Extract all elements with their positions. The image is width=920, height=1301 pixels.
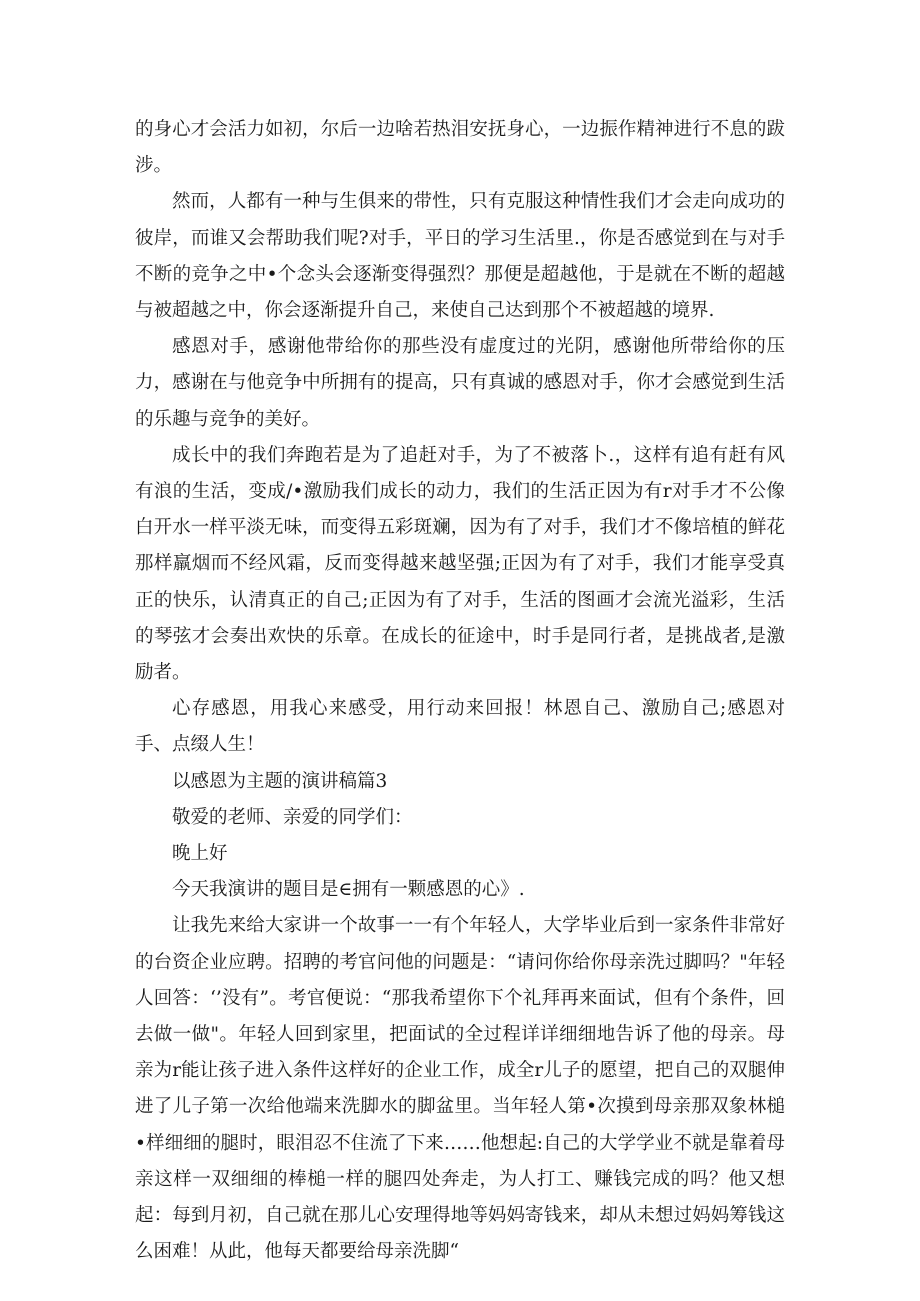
paragraph: 然而，人都有一种与生俱来的带性，只有克服这种情性我们才会走向成功的彼岸，而谁又会帮助我们呢?对手，平日的学习生活里.，你是否感觉到在与对手不断的竞争之中•个念头会逐渐变得强烈？那便是超越他，于是就在不断的超越与被超越之中，你会逐渐提升自己，来使自己达到那个不被超越的境界. xyxy=(135,191,785,322)
paragraph: 成长中的我们奔跑若是为了追赶对手，为了不被落卜.，这样有追有赶有风有浪的生活，变成/•激励我们成长的动力，我们的生活正因为有r对手才不公像白开水一样平淡无味，而变得五彩斑斓，因为有了对手，我们才不像培植的鲜花那样羸烟而不经风霜，反而变得越来越坚强;正因为有了对手，我们才能享受真正的快乐，认清真正的自己;正因为有了对手，生活的图画才会流光溢彩，生活的琴弦才会奏出欢快的乐章。在成长的征途中，时手是同行者，是挑战者,是激励者。 xyxy=(135,444,785,684)
paragraph: 心存感恩，用我心来感受，用行动来回报！林恩自己、激励自己;感恩对手、点缀人生！ xyxy=(135,698,785,756)
greeting: 晚上好 xyxy=(172,843,228,865)
speech-title-line: 今天我演讲的题目是∈拥有一颗感恩的心》. xyxy=(172,879,525,901)
document-body xyxy=(135,112,785,1271)
paragraph: 让我先来给大家讲一个故事一一有个年轻人，大学毕业后到一家条件非常好的台资企业应聘。招聘的考官问他的问题是：“请问你给你母亲洗过脚吗？"年轻人回答：‘’没有”。考官便说：“那我希望你下个礼拜再来面试，但有个条件，回去做一做"。年轻人回到家里，把面试的全过程详详细细地告诉了他的母亲。母亲为r能让孩子进入条件这样好的企业工作，成全r儿子的愿望，把自己的双腿伸进了儿子第一次给他端来洗脚水的脚盆里。当年轻人第•次摸到母亲那双象林槌•样细细的腿时，眼泪忍不住流了下来……他想起:自己的大学学业不就是靠着母亲这样一双细细的棒槌一样的腿四处奔走，为人打工、赚钱完成的吗？他又想起：每到月初，自己就在那儿心安理得地等妈妈寄钱来，却从未想过妈妈筹钱这么困难！从此，他每天都要给母亲洗脚“ xyxy=(135,915,785,1263)
paragraph: 感恩对手，感谢他带给你的那些没有虚度过的光阴，感谢他所带给你的压力，感谢在与他竞争中所拥有的提高，只有真诚的感恩对手，你才会感觉到生活的乐趣与竞争的美好。 xyxy=(135,336,785,430)
section-heading: 以感恩为主题的演讲稿篇3 xyxy=(172,770,388,792)
paragraph: 的身心才会活力如初，尔后一边啥若热泪安抚身心，一边振作精神进行不息的跋涉。 xyxy=(135,119,785,177)
salutation: 敬爱的老师、亲爱的同学们： xyxy=(172,806,413,828)
